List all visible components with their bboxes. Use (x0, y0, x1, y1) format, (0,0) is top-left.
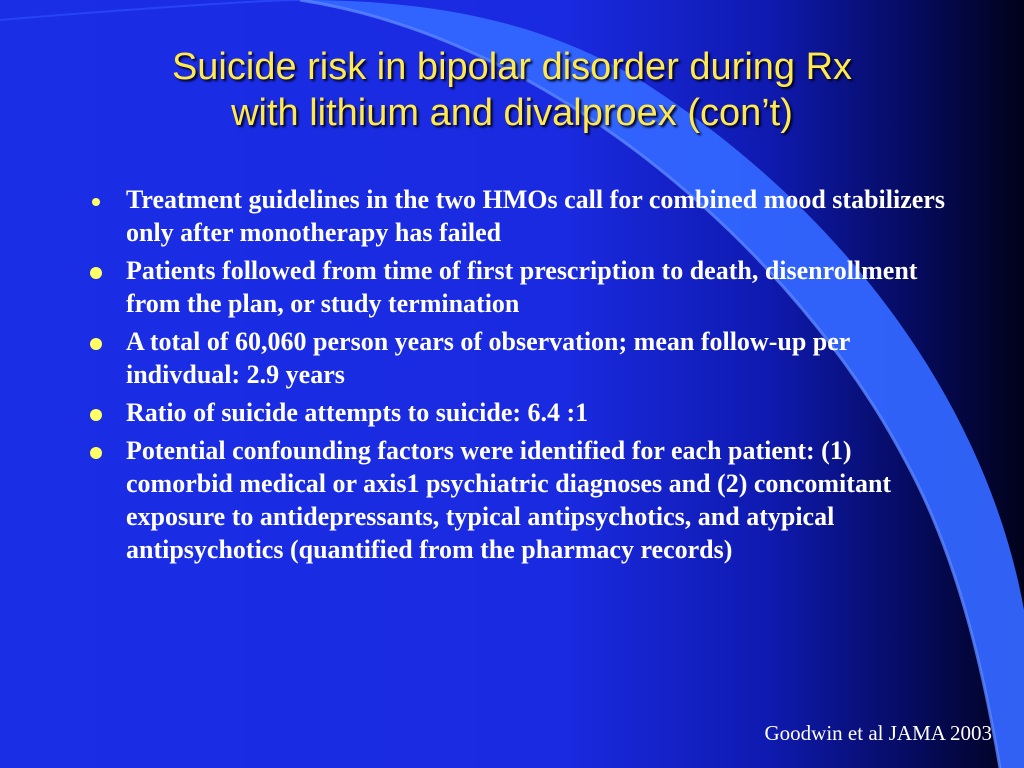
bullet-icon (90, 267, 102, 279)
bullet-item (86, 396, 946, 429)
bullet-list (86, 183, 946, 571)
slide-title (40, 44, 984, 136)
bullet-item (86, 183, 946, 249)
bullet-item (86, 434, 946, 566)
bullet-text: Potential confounding factors were identified for each patient: (1) comorbid medical or axis1 psychiatric diagnoses and (2) concomitant exposure to antidepressants, typical antipsychotics, and atypical antipsychotics (quantified from the pharmacy records) (126, 436, 892, 564)
bullet-icon (90, 338, 102, 350)
bullet-text: Treatment guidelines in the two HMOs call for combined mood stabilizers only after monotherapy has failed (126, 185, 945, 247)
bullet-icon (90, 447, 102, 459)
bullet-text: A total of 60,060 person years of observation; mean follow-up per indivdual: 2.9 years (126, 327, 850, 389)
bullet-item (86, 325, 946, 391)
bullet-icon (92, 198, 100, 206)
title-line-2: with lithium and divalproex (con’t) (231, 92, 793, 134)
bullet-text: Ratio of suicide attempts to suicide: 6.4 :1 (126, 398, 589, 427)
bullet-text: Patients followed from time of first prescription to death, disenrollment from the plan, or study termination (126, 256, 918, 318)
bullet-icon (90, 409, 102, 421)
title-line-1: Suicide risk in bipolar disorder during Rx (171, 46, 853, 88)
decorative-arc (0, 0, 300, 20)
citation: Goodwin et al JAMA 2003 (764, 721, 992, 745)
bullet-item (86, 254, 946, 320)
